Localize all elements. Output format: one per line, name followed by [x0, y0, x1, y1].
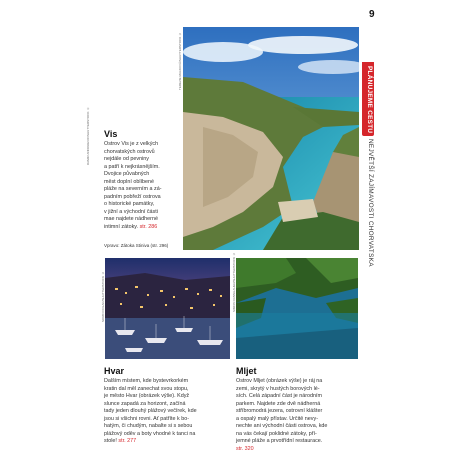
chapter-title: NEJVĚTŠÍ ZAJÍMAVOSTI CHORVATSKA	[367, 139, 374, 268]
body-line: parkem. Najdete zde dvě nádherná	[236, 400, 321, 407]
body-line: jsou si všichni rovni. Ať patříte k bo-	[104, 415, 190, 422]
body-line: zemi, skrytý v hustých borových lé-	[236, 385, 320, 392]
vis-photo	[183, 27, 359, 250]
body-line: Ostrov Mljet (obrázek výše) je ráj na	[236, 378, 323, 384]
body-line: pláže na severním a zá-	[104, 186, 162, 192]
body-line: sích. Celá západní část je národním	[236, 393, 322, 399]
body-line: hatým, či chudým, nabalte si s sebou	[104, 423, 193, 429]
vis-body	[104, 141, 180, 231]
chapter-tab: PLÁNUJEME CESTU	[362, 62, 374, 136]
mljet-photo	[236, 258, 358, 359]
vis-side-photo-credit: DAMIR ANDRIJEVIC/SHUTTERSTOCK ©	[86, 106, 90, 165]
body-line: Dalším místem, kde bystevrkorkém	[104, 378, 189, 384]
hvar-body	[104, 378, 228, 446]
hvar-page-reference[interactable]: str. 277	[118, 438, 137, 444]
body-line: je město Hvar (obrázek výše). Když	[104, 393, 190, 399]
body-line: Dvojice půvabných	[104, 171, 150, 177]
vis-photo-credit: TEREZIE MALKOVÁ/SHUTTERSTOCK ©	[178, 31, 182, 90]
mljet-photo-credit: SIMON DANNHAUER/SHUTTERSTOCK ©	[232, 252, 236, 312]
hvar-photo-credit: SORIN COLAC/SHUTTERSTOCK ©	[101, 271, 105, 322]
mljet-page-reference[interactable]: str. 320	[236, 445, 254, 452]
chapter-ribbon	[362, 62, 374, 268]
body-line: nejdále od pevniny	[104, 156, 149, 162]
body-line: intimní zátoky.	[104, 223, 139, 230]
vis-caption: Vpravo: Zátoka Stiniva (str. 296)	[104, 243, 169, 248]
hvar-photo	[105, 258, 230, 359]
body-line: mae najdete nádherné	[104, 216, 158, 222]
body-line-last	[104, 224, 180, 232]
body-line: plážový oděv a boty vhodné k tanci na	[104, 430, 196, 437]
body-line: a ospalý malý přístav. Určitě nevy-	[236, 415, 318, 422]
body-line: slunce zapadá za horizont, začíná	[104, 400, 186, 407]
vis-page-reference[interactable]: str. 286	[139, 223, 158, 230]
body-line: na vás čekají poklidné zátoky, pří-	[236, 430, 317, 437]
body-line: jemné pláže a prvotřídní restaurace.	[236, 438, 323, 444]
body-line: Ostrov Vis je z velkých	[104, 141, 159, 147]
body-line: měst doplní oblíbené	[104, 178, 155, 185]
mljet-heading: Mljet	[236, 366, 257, 376]
body-line: stříbromodrá jezera, ostrovní klášter	[236, 408, 323, 414]
body-line: tady jeden dlouhý plážový večírek, kde	[104, 408, 197, 414]
mljet-reference-line	[236, 446, 360, 454]
body-line-last	[104, 438, 228, 446]
body-line: a patří k nejkrásnějším.	[104, 163, 160, 170]
body-line: padním pobřeží ostrova	[104, 193, 161, 200]
page-number: 9	[369, 9, 375, 20]
body-line: nechte ani východní části ostrova, kde	[236, 423, 328, 429]
body-line: v jižní a východní části	[104, 208, 158, 215]
body-line: stole!	[104, 438, 117, 444]
body-line: chorvatských ostrovů	[104, 148, 155, 155]
vis-heading: Vis	[104, 129, 118, 139]
body-line: o historické památky,	[104, 201, 155, 207]
hvar-heading: Hvar	[104, 366, 125, 376]
body-line: kratin dal měl zanechat svou stopu,	[104, 385, 189, 392]
mljet-body	[236, 378, 360, 453]
